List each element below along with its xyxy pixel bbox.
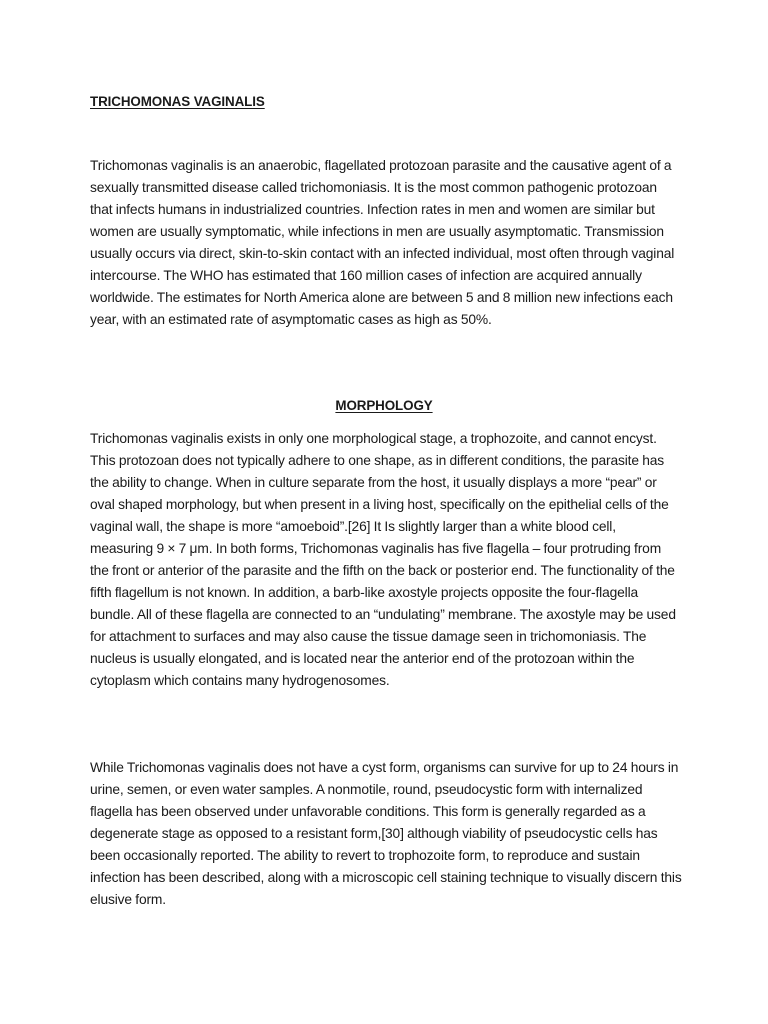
morphology-paragraph-1: Trichomonas vaginalis exists in only one morphological stage, a trophozoite, and cannot encyst. This protozoan does not typically adhere to one shape, as in different conditions, the parasite has the ability to change. When in culture separate from the host, it usually displays a more “pear” or oval shaped morphology, but when present in a living host, specifically on the epithelial cells of the vaginal wall, the shape is more “amoeboid”.[26] It Is slightly larger than a white blood cell, measuring 9 × 7 μm. In both forms, Trichomonas vaginalis has five flagella – four protruding from the front or anterior of the parasite and the fifth on the back or posterior end. The functionality of the fifth flagellum is not known. In addition, a barb-like axostyle projects opposite the four-flagella bundle. All of these flagella are connected to an “undulating” membrane. The axostyle may be used for attachment to surfaces and may also cause the tissue damage seen in trichomoniasis. The nucleus is usually elongated, and is located near the anterior end of the protozoan within the cytoplasm which contains many hydrogenosomes. bbox=[90, 431, 676, 688]
morphology-paragraph-2: While Trichomonas vaginalis does not have a cyst form, organisms can survive for up to 24 hours in urine, semen, or even water samples. A nonmotile, round, pseudocystic form with internalized flagella has been observed under unfavorable conditions. This form is generally regarded as a degenerate stage as opposed to a resistant form,[30] although viability of pseudocystic cells has been occasionally reported. The ability to revert to trophozoite form, to reproduce and sustain infection has been described, along with a microscopic cell staining technique to visually discern this elusive form. bbox=[90, 760, 682, 907]
document-title: TRICHOMONAS VAGINALIS bbox=[90, 94, 265, 109]
section-heading-morphology: MORPHOLOGY bbox=[335, 398, 433, 413]
intro-paragraph: Trichomonas vaginalis is an anaerobic, flagellated protozoan parasite and the causative agent of a sexually transmitted disease called trichomoniasis. It is the most common pathogenic protozoan that infects humans in industrialized countries. Infection rates in men and women are similar but women are usually symptomatic, while infections in men are usually asymptomatic. Transmission usually occurs via direct, skin-to-skin contact with an infected individual, most often through vaginal intercourse. The WHO has estimated that 160 million cases of infection are acquired annually worldwide. The estimates for North America alone are between 5 and 8 million new infections each year, with an estimated rate of asymptomatic cases as high as 50%. bbox=[90, 158, 675, 327]
